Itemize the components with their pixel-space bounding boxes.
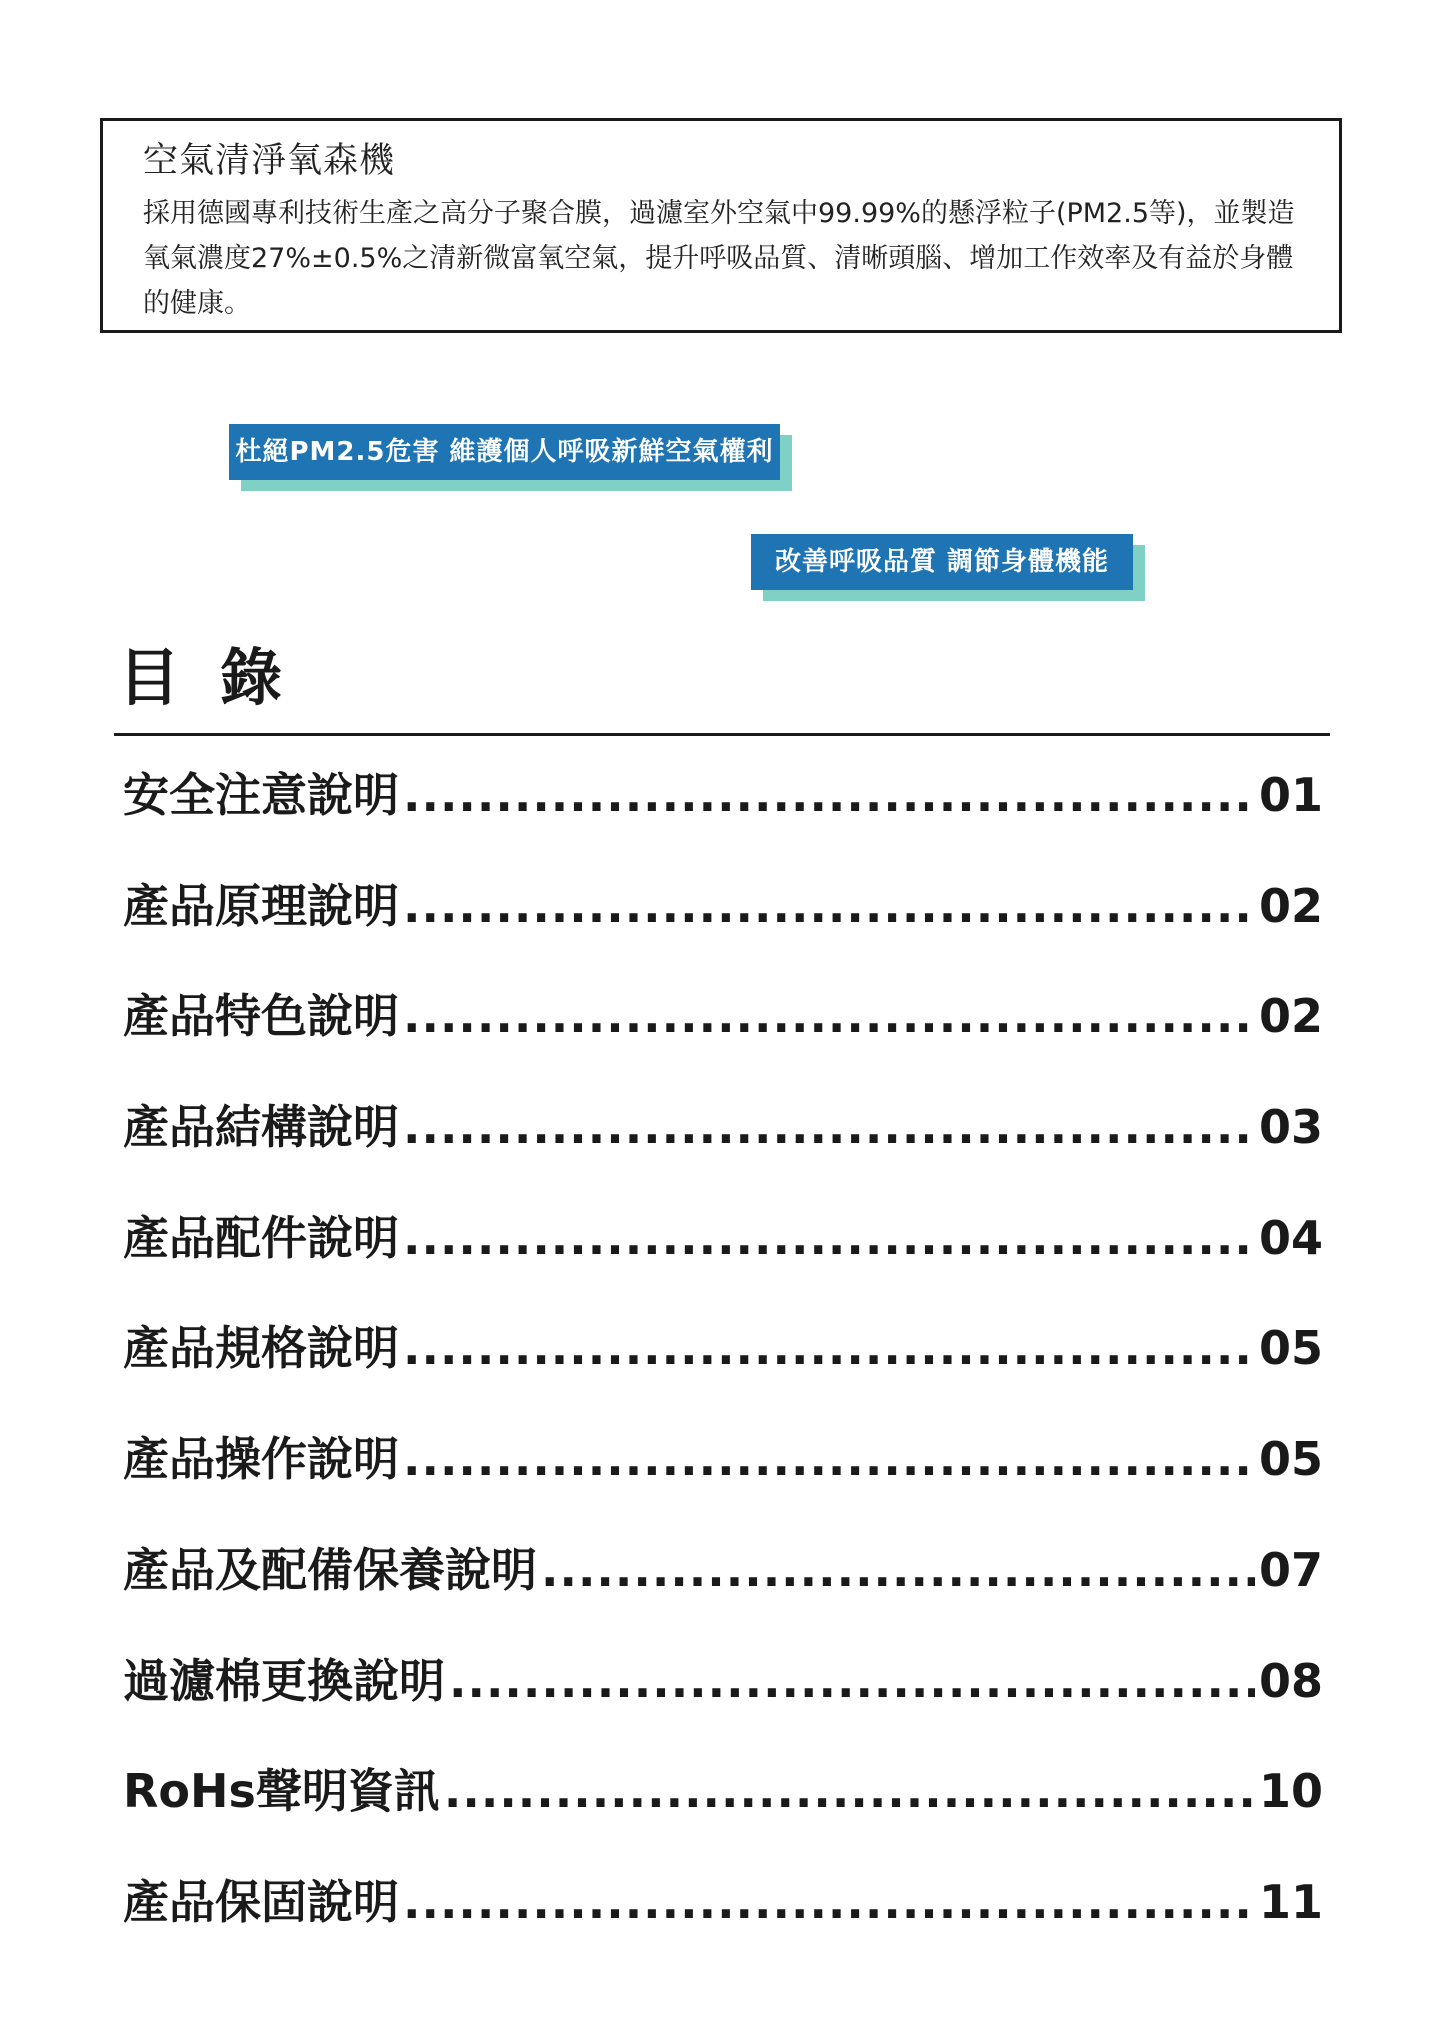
- toc-entry-page: 04: [1258, 1210, 1323, 1265]
- product-title: 空氣清淨氧森機: [143, 141, 396, 181]
- product-description: 採用德國專利技術生產之高分子聚合膜，過濾室外空氣中99.99%的懸浮粒子(PM2.5等)，並製造氧氣濃度27%±0.5%之清新微富氧空氣，提升呼吸品質、清晰頭腦、增加工作效率及有益於身體的健康。: [143, 198, 1295, 319]
- toc-entry-rohs[interactable]: [123, 1756, 1323, 1867]
- product-intro-box: [100, 118, 1342, 333]
- toc-entry-safety[interactable]: [123, 760, 1323, 871]
- toc-leader-dots: [403, 981, 1255, 1051]
- toc-entry-page: 02: [1258, 989, 1323, 1044]
- toc-divider: [114, 733, 1330, 736]
- toc-entry-label: 產品保固說明: [123, 1874, 399, 1929]
- toc-entry-label: 產品結構說明: [123, 1100, 399, 1155]
- toc-entry-label: RoHs聲明資訊: [123, 1764, 440, 1819]
- toc-leader-dots: [403, 760, 1255, 830]
- toc-leader-dots: [403, 871, 1255, 941]
- slogan-text: 改善呼吸品質 調節身體機能: [751, 534, 1133, 590]
- toc-entry-structure[interactable]: [123, 1092, 1323, 1203]
- toc-entry-page: 11: [1258, 1874, 1323, 1929]
- toc-leader-dots: [449, 1646, 1255, 1716]
- toc-heading: 目錄: [118, 641, 323, 714]
- toc-entry-specs[interactable]: [123, 1313, 1323, 1424]
- toc-entry-features[interactable]: [123, 981, 1323, 1092]
- toc-entry-label: 產品操作說明: [123, 1432, 399, 1487]
- toc-entry-label: 產品原理說明: [123, 878, 399, 933]
- toc-entry-filter-replacement[interactable]: [123, 1646, 1323, 1757]
- toc-entry-page: 05: [1258, 1321, 1323, 1376]
- toc-entry-page: 05: [1258, 1432, 1323, 1487]
- toc-leader-dots: [403, 1867, 1255, 1937]
- toc-entry-label: 產品規格說明: [123, 1321, 399, 1376]
- toc-entry-label: 產品特色說明: [123, 989, 399, 1044]
- toc-entry-operation[interactable]: [123, 1424, 1323, 1535]
- toc-entry-warranty[interactable]: [123, 1867, 1323, 1978]
- toc-leader-dots: [444, 1756, 1255, 1826]
- toc-leader-dots: [403, 1424, 1255, 1494]
- toc-entry-principle[interactable]: [123, 871, 1323, 982]
- toc-entry-label: 產品配件說明: [123, 1210, 399, 1265]
- slogan-tag-pm25: [229, 424, 780, 480]
- toc-entry-page: 07: [1258, 1542, 1323, 1597]
- toc-entry-accessories[interactable]: [123, 1203, 1323, 1314]
- toc-entry-label: 過濾棉更換說明: [123, 1653, 445, 1708]
- toc-leader-dots: [541, 1535, 1255, 1605]
- toc-entry-page: 10: [1258, 1764, 1323, 1819]
- toc-entry-page: 03: [1258, 1100, 1323, 1155]
- toc-entry-page: 08: [1258, 1653, 1323, 1708]
- toc-list: [123, 760, 1323, 1978]
- toc-entry-page: 01: [1258, 768, 1323, 822]
- toc-entry-page: 02: [1258, 878, 1323, 933]
- toc-entry-label: 產品及配備保養說明: [123, 1542, 537, 1597]
- slogan-text: 杜絕PM2.5危害 維護個人呼吸新鮮空氣權利: [229, 424, 780, 480]
- toc-leader-dots: [403, 1313, 1255, 1383]
- toc-entry-maintenance[interactable]: [123, 1535, 1323, 1646]
- slogan-tag-breathing: [751, 534, 1133, 590]
- toc-leader-dots: [403, 1203, 1255, 1273]
- toc-entry-label: 安全注意說明: [123, 768, 399, 822]
- toc-leader-dots: [403, 1092, 1255, 1162]
